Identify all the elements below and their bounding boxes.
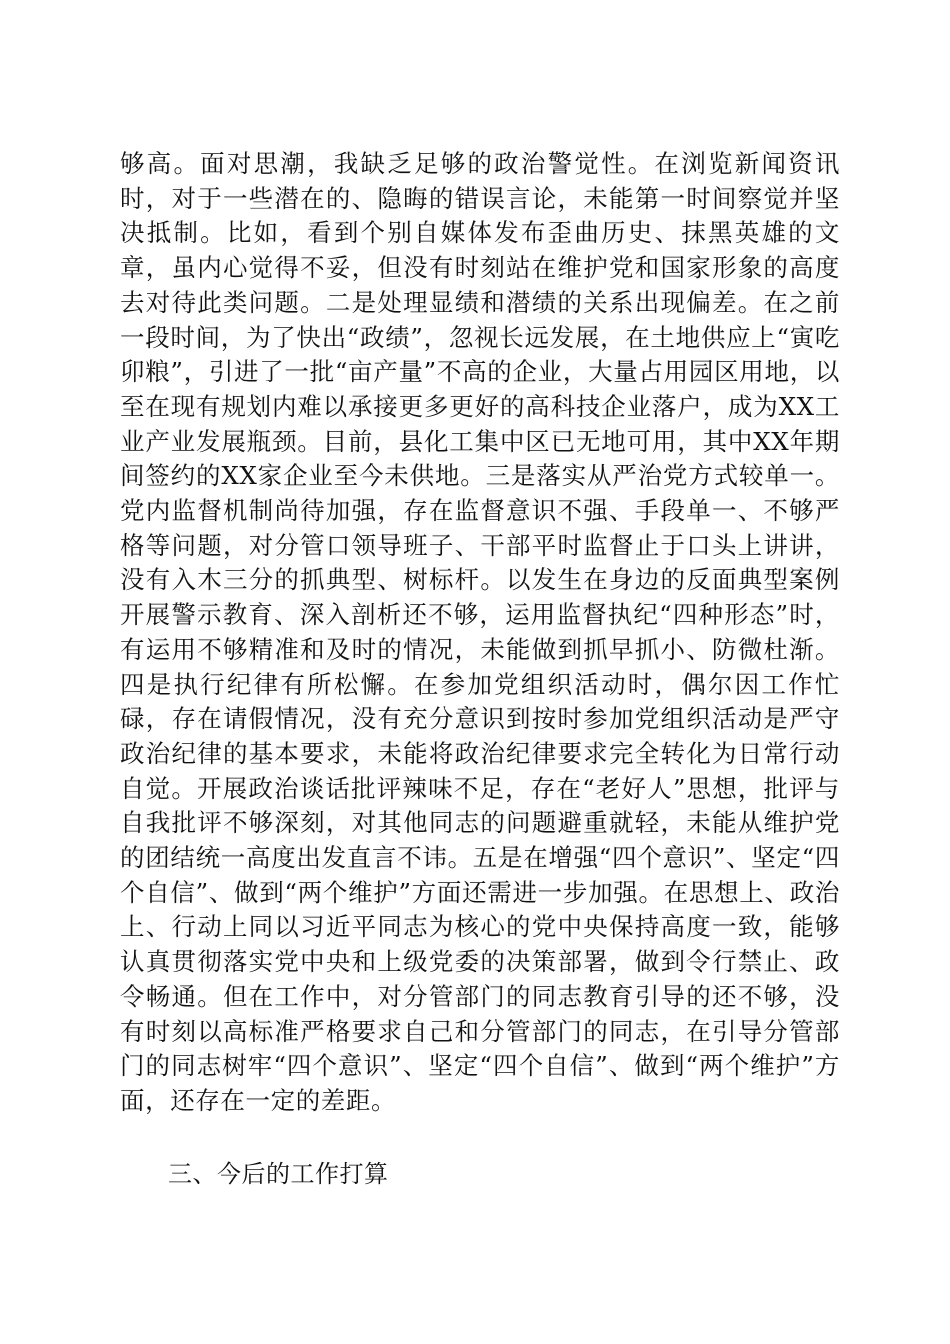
body-paragraph: 够高。面对思潮，我缺乏足够的政治警觉性。在浏览新闻资讯时，对于一些潜在的、隐晦的错误言论，未能第一时间察觉并坚决抵制。比如，看到个别自媒体发布歪曲历史、抹黑英雄的文章，虽内心觉得不妥，但没有时刻站在维护党和国家形象的高度去对待此类问题。二是处理显绩和潜绩的关系出现偏差。在之前一段时间，为了快出“政绩”，忽视长远发展，在土地供应上“寅吃卯粮”，引进了一批“亩产量”不高的企业，大量占用园区用地，以至在现有规划内难以承接更多更好的高科技企业落户，成为XX工业产业发展瓶颈。目前，县化工集中区已无地可用，其中XX年期间签约的XX家企业至今未供地。三是落实从严治党方式较单一。党内监督机制尚待加强，存在监督意识不强、手段单一、不够严格等问题，对分管口领导班子、干部平时监督止于口头上讲讲，没有入木三分的抓典型、树标杆。以发生在身边的反面典型案例开展警示教育、深入剖析还不够，运用监督执纪“四种形态”时，有运用不够精准和及时的情况，未能做到抓早抓小、防微杜渐。四是执行纪律有所松懈。在参加党组织活动时，偶尔因工作忙碌，存在请假情况，没有充分意识到按时参加党组织活动是严守政治纪律的基本要求，未能将政治纪律要求完全转化为日常行动自觉。开展政治谈话批评辣味不足，存在“老好人”思想，批评与自我批评不够深刻，对其他同志的问题避重就轻，未能从维护党的团结统一高度出发直言不讳。五是在增强“四个意识”、坚定“四个自信”、做到“两个维护”方面还需进一步加强。在思想上、政治上、行动上同以习近平同志为核心的党中央保持高度一致，能够认真贯彻落实党中央和上级党委的决策部署，做到令行禁止、政令畅通。但在工作中，对分管部门的同志教育引导的还不够，没有时刻以高标准严格要求自己和分管部门的同志，在引导分管部门的同志树牢“四个意识”、坚定“四个自信”、做到“两个维护”方面，还存在一定的差距。 <box>120 149 840 1115</box>
section-heading: 三、今后的工作打算 <box>168 1160 389 1188</box>
